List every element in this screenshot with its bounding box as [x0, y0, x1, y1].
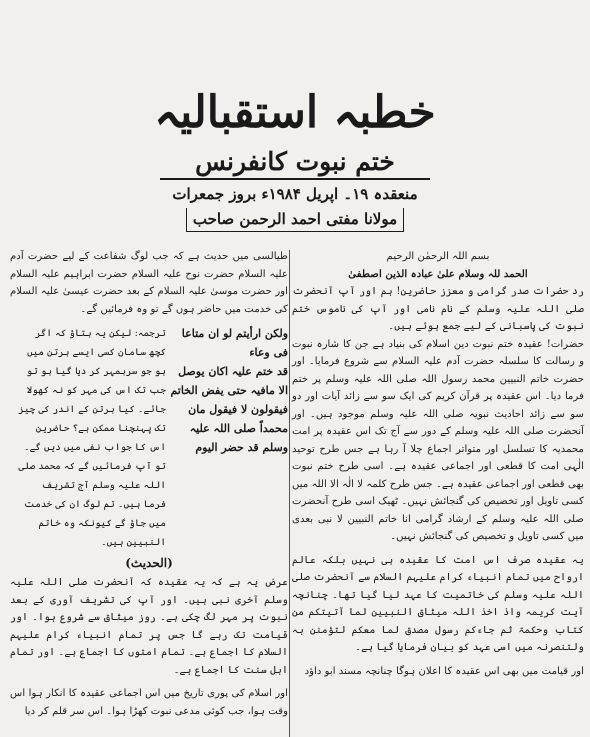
hadith-arabic-line: محمداً صلی اللہ علیہ — [189, 422, 288, 435]
speaker-name-text: مولانا مفتی احمد الرحمن صاحب — [186, 208, 404, 232]
hadith-arabic-line: وسلم قد حضر الیوم — [195, 441, 288, 454]
hadith-arabic-line: فیقولون لا فیقول مان — [188, 403, 288, 416]
paragraph-2: حضرات! عقیدہ ختم نبوت دین اسلام کی بنیاد ہے جن کا شارہ نبوت و رسالت کا سلسلہ حضرت آدم علیہ السلام سے شروع فرمایا۔ اور حضرت خاتم النبیین محمد رسول اللہ صلی اللہ علیہ وسلم پر ختم فرما دیا۔ اس عقیدہ پر قرآن کریم کی ایک سو سے زائد آیات اور دو سو سے زائد احادیث نبویہ صلی اللہ علیہ وسلم موجود ہیں۔ اور آنحضرت صلی اللہ علیہ وسلم کے دور سے آج تک اس عقیدہ پر امت محمدیہ کا تسلسل اور متواتر اجماع چلا آ رہا ہے جس طرح توحید الٰہی امت کا قطعی اور اجماعی عقیدہ ہے۔ اسی طرح ختم نبوت بھی قطعی اور اجماعی عقیدہ ہے۔ جس طرح کلمہ لا الٰہ الا اللہ میں کسی تاویل اور تخصیص کی گنجائش نہیں۔ ٹھیک اسی طرح آنحضرت صلی اللہ علیہ وسلم کے ارشاد گرامی انا خاتم النبیین لا نبی بعدی میں کسی تاویل و تخصیص کی گنجائش نہیں۔ — [292, 338, 584, 542]
date-line: منعقدہ ۱۹۔ اپریل ۱۹۸۴ء بروز جمعرات — [172, 185, 418, 203]
paragraph-1: رد حضرات صدر گرامی و معزز حاضرین! ہم اور آپ آنحضرت صلی اللہ علیہ وسلم کے نام نامی اور آپ کی ناموس ختم نبوت کی پاسبانی کے لیے جمع ہوئے ہیں۔ — [292, 286, 584, 332]
speaker-name — [180, 208, 410, 232]
hadith-label: (الحدیث) — [125, 556, 173, 570]
sub-title-text: ختم نبوت کانفرنس — [195, 147, 395, 176]
hadith-block — [10, 324, 288, 552]
hadith-arabic — [170, 324, 288, 552]
sub-title — [150, 146, 440, 180]
hamd-line: الحمد للہ وسلام علیٰ عبادہ الذین اصطفیٰ — [348, 267, 528, 280]
hadith-arabic-line: قد ختم علیہ اکان یوصل — [178, 365, 288, 378]
paragraph-4: اور قیامت میں بھی اس عقیدہ کا اعلان ہوگا چنانچہ مسند ابو داؤد — [304, 665, 584, 677]
column-divider — [289, 250, 290, 737]
left-column — [10, 248, 288, 720]
bismillah: بسم اللہ الرحمٰن الرحیم — [386, 251, 490, 262]
hadith-translation: ترجمہ: لیکن یہ بتاؤ کہ اگر کچھ سامان کسی ایسے برتن میں ہو جو سربمہر کر دیا گیا ہو تو جب تک اس کی مہر کو نہ کھولا جائے۔ کیا برتن کے اندر کی چیز تک پہنچنا ممکن ہے؟ حاضرین اس کا جواب نفی میں دیں گے۔ تو آپ فرمائیں گے کہ محمد صلی اللہ علیہ وسلم آج تشریف فرما ہیں۔ تم لوگ ان کی خدمت میں جاؤ گے کیونکہ وہ خاتم النبیین ہیں۔ — [18, 328, 166, 548]
hadith-arabic-line: ولکن ارأیتم لو ان متاعا فی وعاء — [181, 327, 288, 359]
paragraph-1: طیالسی میں حدیث ہے کہ جب لوگ شفاعت کے لیے حضرت آدم علیہ السلام حضرت نوح علیہ السلام حضرت ابراہیم علیہ السلام اور حضرت موسیٰ علیہ السلام کے بعد حضرت عیسیٰ علیہ السلام کی خدمت میں حاضر ہوں گے تو وہ فرمائیں گے۔ — [10, 251, 288, 315]
hadith-arabic-line: الا مافیہ حتی یفض الخاتم — [170, 384, 288, 397]
paragraph-2: عرض یہ ہے کہ یہ عقیدہ کہ آنحضرت صلی اللہ علیہ وسلم آخری نبی ہیں۔ اور آپ کی تشریف آوری کے بعد نبوت پر مہر لگ چکی ہے۔ روز میثاق سے شروع ہوا۔ اور قیامت تک رہے گا جس پر تمام انبیاء کرام علیہم السلام کا اجماع ہے۔ تمام امتوں کا اجماع ہے۔ اور تمام اہل سنت کا اجماع ہے۔ — [10, 577, 288, 676]
main-title: خطبہ استقبالیہ — [154, 87, 436, 138]
header — [0, 0, 590, 250]
paragraph-3: اور اسلام کی پوری تاریخ میں اس اجماعی عقیدہ کا انکار ہوا اس وقت ہوا، جب کوئی مدعی نبوت کھڑا ہوا۔ اس سر قلم کر دیا — [10, 688, 288, 717]
right-column — [292, 248, 584, 680]
paragraph-3: یہ عقیدہ صرف اس امت کا عقیدہ ہی نہیں بلکہ عالم ارواح میں تمام انبیاء کرام علیہم السلام سے آنحضرت صلی اللہ علیہ وسلم کی خاتمیت کا عہد لیا گیا تھا۔ چنانچہ آیت کریمہ واذ اخذ اللہ میثاق النبیین لما آتیتکم من کتاب وحکمۃ ثم جاءکم رسول مصدق لما معکم لتؤمنن بہ ولتنصرنہ میں اسی عہد کو بیان فرمایا گیا ہے۔ — [292, 554, 584, 653]
sub-title-underline — [160, 178, 430, 180]
